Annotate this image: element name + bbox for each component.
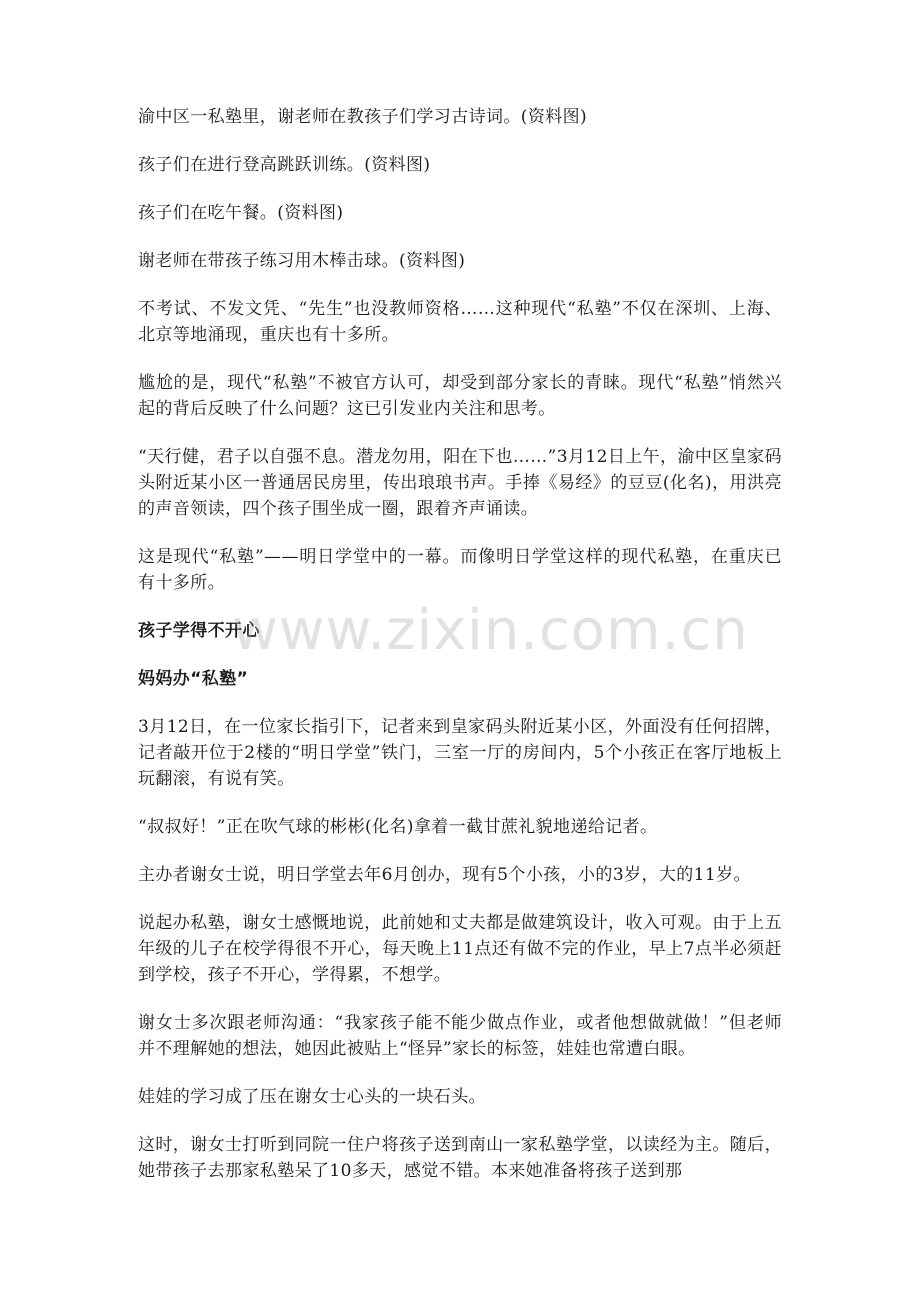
section-heading: 孩子学得不开心: [138, 621, 260, 641]
body-paragraph: “叔叔好！”正在吹气球的彬彬(化名)拿着一截甘蔗礼貌地递给记者。: [138, 817, 658, 837]
photo-caption-1: 渝中区一私塾里，谢老师在教孩子们学习古诗词。(资料图): [138, 107, 588, 127]
body-paragraph: 3月12日，在一位家长指引下，记者来到皇家码头附近某小区，外面没有任何招牌，记者敲开位于2楼的“明日学堂”铁门，三室一厅的房间内，5个小孩正在客厅地板上玩翻滚，有说有笑。: [138, 717, 782, 789]
body-paragraph: “天行健，君子以自强不息。潜龙勿用，阳在下也……”3月12日上午，渝中区皇家码头附近某小区一普通居民房里，传出琅琅书声。手捧《易经》的豆豆(化名)，用洪亮的声音领读，四个孩子围坐成一圈，跟着齐声诵读。: [138, 447, 782, 519]
photo-caption-2: 孩子们在进行登高跳跃训练。(资料图): [138, 155, 431, 175]
body-paragraph: 尴尬的是，现代“私塾”不被官方认可，却受到部分家长的青睐。现代“私塾”悄然兴起的背后反映了什么问题？这已引发业内关注和思考。: [138, 373, 782, 419]
body-paragraph: 这是现代“私塾”——明日学堂中的一幕。而像明日学堂这样的现代私塾，在重庆已有十多所。: [138, 547, 782, 593]
intro-paragraph: 不考试、不发文凭、“先生”也没教师资格……这种现代“私塾”不仅在深圳、上海、北京等地涌现，重庆也有十多所。: [138, 299, 782, 345]
body-paragraph: 这时，谢女士打听到同院一住户将孩子送到南山一家私塾学堂，以读经为主。随后，她带孩子去那家私塾呆了10多天，感觉不错。本来她准备将孩子送到那: [138, 1135, 782, 1181]
body-paragraph: 说起办私塾，谢女士感慨地说，此前她和丈夫都是做建筑设计，收入可观。由于上五年级的儿子在校学得很不开心，每天晚上11点还有做不完的作业，早上7点半必须赶到学校，孩子不开心，学得累，不想学。: [138, 913, 782, 985]
photo-caption-3: 孩子们在吃午餐。(资料图): [138, 203, 344, 223]
document-body: [138, 104, 782, 1206]
body-paragraph: 谢女士多次跟老师沟通：“我家孩子能不能少做点作业，或者他想做就做！”但老师并不理解她的想法，她因此被贴上“怪异”家长的标签，娃娃也常遭白眼。: [138, 1013, 782, 1059]
watermark: www.zixin.com.cn: [232, 598, 749, 663]
body-paragraph: 娃娃的学习成了压在谢女士心头的一块石头。: [138, 1087, 486, 1107]
photo-caption-4: 谢老师在带孩子练习用木棒击球。(资料图): [138, 251, 466, 271]
body-paragraph: 主办者谢女士说，明日学堂去年6月创办，现有5个小孩，小的3岁，大的11岁。: [138, 865, 751, 885]
section-subheading: 妈妈办“私塾”: [138, 669, 249, 689]
